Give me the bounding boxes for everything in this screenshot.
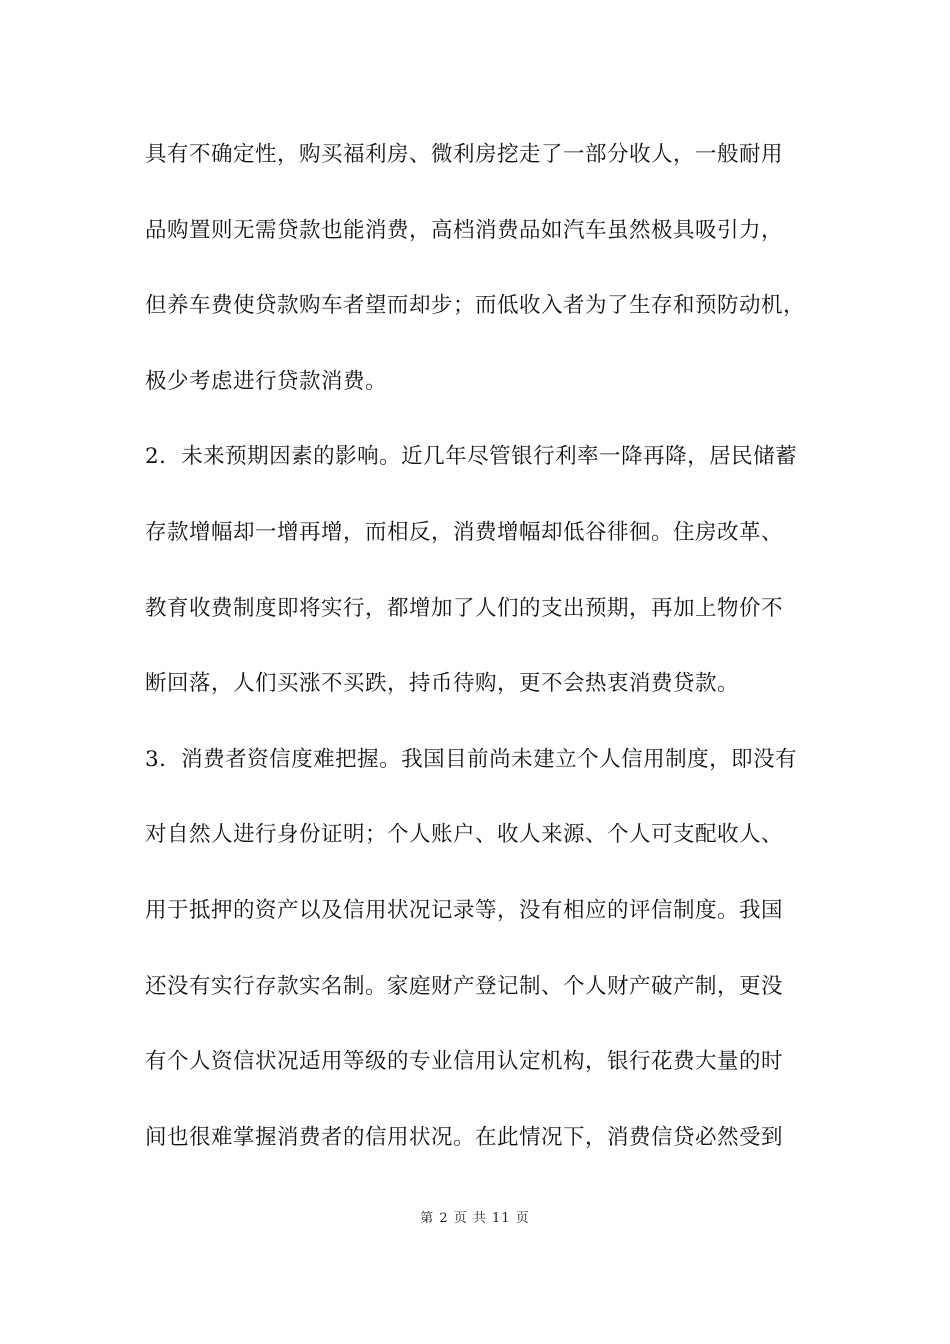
- text-line: 间也很难掌握消费者的信用状况。在此情况下，消费信贷必然受到: [145, 1124, 784, 1150]
- text-line: 对自然人进行身份证明；个人账户、收人来源、个人可支配收人、: [145, 822, 784, 848]
- text-line: 断回落，人们买涨不买跌，持币待购，更不会热衷消费贷款。: [145, 671, 740, 697]
- text-line: 有个人资信状况适用等级的专业信用认定机构，银行花费大量的时: [145, 1049, 784, 1075]
- text-line: 但养车费使贷款购车者望而却步；而低收入者为了生存和预防动机，: [145, 293, 806, 319]
- page-footer: [0, 1207, 950, 1226]
- text-line: 还没有实行存款实名制。家庭财产登记制、个人财产破产制，更没: [145, 973, 784, 999]
- text-line: 教育收费制度即将实行，都增加了人们的支出预期，再加上物价不: [145, 595, 784, 621]
- page-number-label: 第 2 页 共 11 页: [420, 1211, 530, 1226]
- text-line: 存款增幅却一增再增，而相反，消费增幅却低谷徘徊。住房改革、: [145, 519, 784, 545]
- text-line: 3．消费者资信度难把握。我国目前尚未建立个人信用制度，即没有: [145, 746, 798, 772]
- text-line: 用于抵押的资产以及信用状况记录等，没有相应的评信制度。我国: [145, 897, 784, 923]
- text-line: 具有不确定性，购买福利房、微利房挖走了一部分收人，一般耐用: [145, 142, 784, 167]
- text-line: 极少考虑进行贷款消费。: [145, 368, 388, 394]
- text-line: 品购置则无需贷款也能消费，高档消费品如汽车虽然极具吸引力，: [145, 217, 784, 243]
- text-line: 2．未来预期因素的影响。近几年尽管银行利率一降再降，居民储蓄: [145, 444, 798, 470]
- body-text: [145, 133, 825, 1191]
